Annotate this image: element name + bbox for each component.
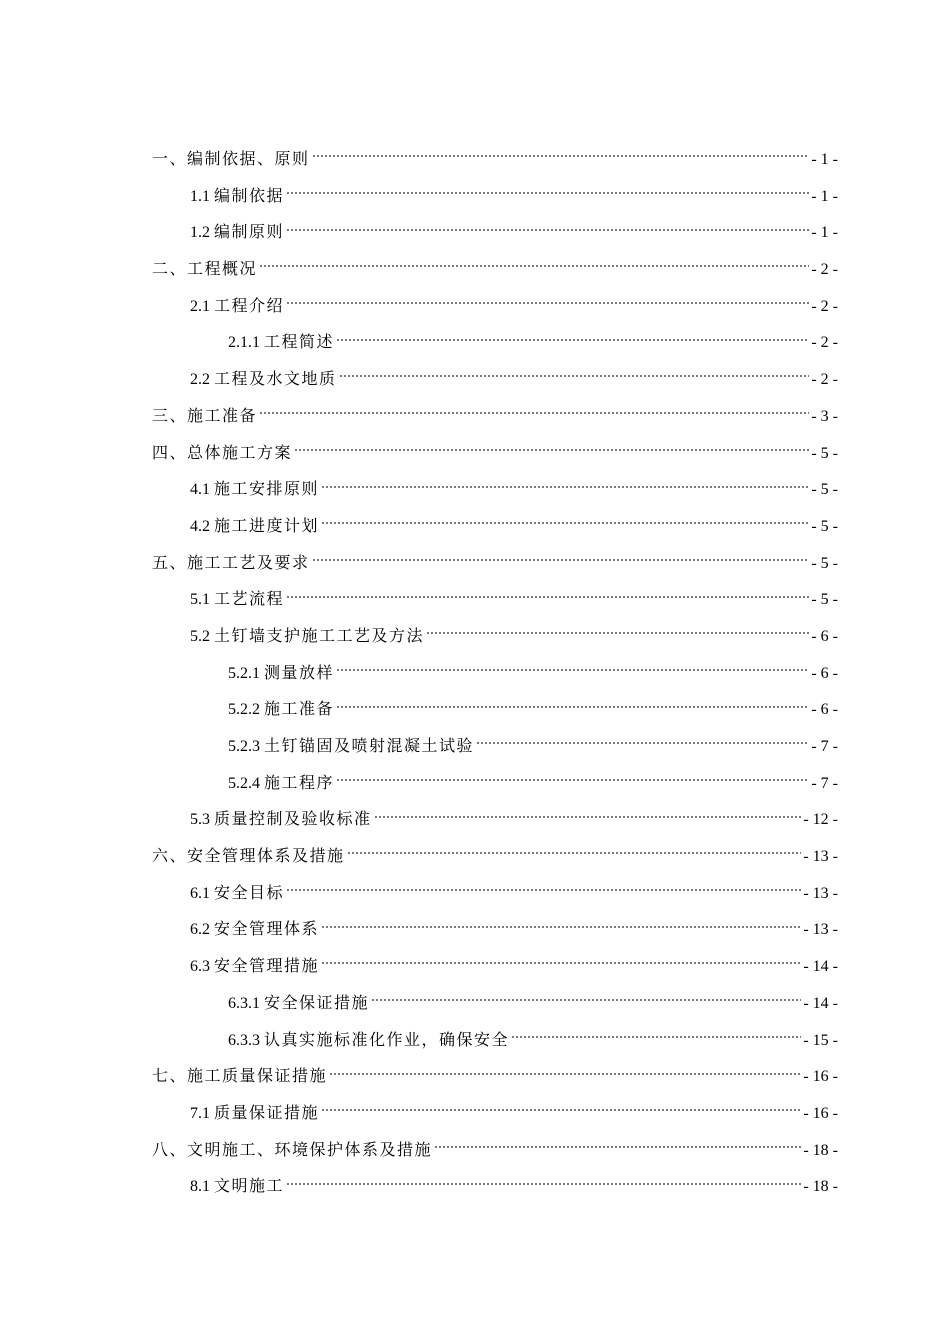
toc-entry-number: 1.1 bbox=[190, 187, 210, 205]
toc-entry-number: 2.2 bbox=[190, 371, 210, 389]
toc-entry-page: - 12 - bbox=[803, 811, 838, 829]
toc-entry-text: 工程介绍 bbox=[214, 295, 285, 315]
toc-entry[interactable] bbox=[152, 1168, 838, 1205]
dot-leader bbox=[336, 706, 809, 708]
toc-entry-text: 一、编制依据、原则 bbox=[152, 149, 310, 168]
toc-entry-page: - 14 - bbox=[803, 958, 838, 976]
toc-entry[interactable] bbox=[152, 1058, 838, 1095]
toc-entry-page: - 7 - bbox=[811, 774, 838, 792]
toc-entry-page: - 6 - bbox=[811, 701, 838, 719]
dot-leader bbox=[321, 962, 801, 964]
toc-entry-text: 五、施工工艺及要求 bbox=[152, 552, 310, 572]
toc-entry-title bbox=[190, 801, 372, 839]
toc-entry-title bbox=[152, 838, 345, 875]
toc-entry-text: 土钉锚固及喷射混凝土试验 bbox=[264, 736, 475, 755]
toc-entry-text: 七、施工质量保证措施 bbox=[152, 1066, 328, 1086]
toc-entry-page: - 16 - bbox=[803, 1104, 838, 1122]
toc-entry-text: 二、工程概况 bbox=[152, 259, 258, 279]
toc-entry[interactable] bbox=[152, 141, 838, 178]
toc-entry-page: - 5 - bbox=[811, 517, 838, 535]
toc-entry[interactable] bbox=[152, 728, 838, 765]
toc-entry-number: 6.3 bbox=[190, 958, 210, 976]
toc-entry[interactable] bbox=[152, 178, 838, 215]
dot-leader bbox=[286, 229, 809, 231]
toc-entry[interactable] bbox=[152, 508, 838, 545]
toc-entry-page: - 3 - bbox=[811, 407, 838, 425]
dot-leader bbox=[434, 1146, 801, 1148]
toc-entry-title bbox=[152, 141, 310, 178]
toc-entry-text: 安全目标 bbox=[214, 882, 285, 902]
toc-entry-page: - 6 - bbox=[811, 664, 838, 682]
toc-entry[interactable] bbox=[152, 398, 838, 435]
dot-leader bbox=[347, 852, 802, 854]
toc-entry[interactable] bbox=[152, 435, 838, 472]
toc-entry-title bbox=[152, 1132, 432, 1169]
toc-entry-page: - 14 - bbox=[803, 994, 838, 1012]
toc-entry[interactable] bbox=[152, 911, 838, 948]
toc-entry-text: 工艺流程 bbox=[214, 589, 285, 609]
toc-entry-title bbox=[152, 398, 257, 435]
toc-entry-number: 1.2 bbox=[190, 224, 210, 242]
dot-leader bbox=[286, 889, 801, 891]
toc-entry-text: 施工准备 bbox=[264, 699, 335, 719]
toc-entry-number: 6.1 bbox=[190, 884, 210, 902]
toc-entry-title bbox=[190, 875, 284, 913]
dot-leader bbox=[286, 1183, 801, 1185]
dot-leader bbox=[374, 816, 802, 818]
toc-entry-page: - 13 - bbox=[803, 921, 838, 939]
toc-entry-text: 安全管理措施 bbox=[214, 956, 320, 976]
toc-entry[interactable] bbox=[152, 288, 838, 325]
toc-entry-number: 6.3.1 bbox=[228, 994, 260, 1012]
toc-entry-number: 5.2.1 bbox=[228, 664, 260, 682]
toc-entry-text: 认真实施标准化作业，确保安全 bbox=[264, 1029, 510, 1049]
toc-entry-text: 工程简述 bbox=[264, 332, 335, 352]
dot-leader bbox=[339, 375, 810, 377]
toc-entry-title bbox=[228, 985, 369, 1023]
toc-entry-page: - 2 - bbox=[811, 334, 838, 352]
dot-leader bbox=[321, 1109, 801, 1111]
toc-entry-page: - 15 - bbox=[803, 1031, 838, 1049]
toc-entry-page: - 5 - bbox=[811, 591, 838, 609]
toc-entry-title bbox=[228, 324, 334, 362]
toc-entry-title bbox=[190, 1168, 284, 1206]
toc-entry[interactable] bbox=[152, 545, 838, 582]
toc-entry[interactable] bbox=[152, 1022, 838, 1059]
toc-entry-page: - 2 - bbox=[811, 297, 838, 315]
toc-entry-number: 8.1 bbox=[190, 1178, 210, 1196]
toc-entry-page: - 18 - bbox=[803, 1178, 838, 1196]
toc-entry-number: 5.2.4 bbox=[228, 774, 260, 792]
toc-entry-number: 5.2 bbox=[190, 627, 210, 645]
toc-entry-page: - 13 - bbox=[803, 884, 838, 902]
dot-leader bbox=[371, 999, 801, 1001]
toc-entry-text: 三、施工准备 bbox=[152, 405, 258, 425]
toc-entry-text: 施工程序 bbox=[264, 772, 335, 792]
dot-leader bbox=[312, 155, 810, 157]
toc-entry-text: 安全管理体系 bbox=[214, 919, 320, 939]
toc-entry-text: 文明施工 bbox=[214, 1176, 285, 1196]
dot-leader bbox=[426, 632, 809, 634]
toc-entry-title bbox=[190, 288, 284, 326]
toc-entry-title bbox=[228, 691, 334, 729]
toc-entry-text: 编制依据 bbox=[214, 185, 285, 205]
toc-entry[interactable] bbox=[152, 1132, 838, 1169]
toc-entry-page: - 5 - bbox=[811, 481, 838, 499]
toc-entry-number: 4.1 bbox=[190, 481, 210, 499]
toc-entry-page: - 1 - bbox=[811, 151, 838, 168]
toc-entry-title bbox=[228, 655, 334, 693]
toc-entry-page: - 16 - bbox=[803, 1068, 838, 1086]
toc-entry-page: - 7 - bbox=[811, 738, 838, 755]
dot-leader bbox=[476, 742, 809, 744]
toc-entry-text: 工程及水文地质 bbox=[214, 369, 337, 389]
toc-entry-text: 土钉墙支护施工工艺及方法 bbox=[214, 625, 425, 645]
toc-entry-text: 八、文明施工、环境保护体系及措施 bbox=[152, 1139, 433, 1159]
toc-entry-page: - 13 - bbox=[803, 848, 838, 866]
dot-leader bbox=[294, 449, 809, 451]
toc-entry-page: - 5 - bbox=[811, 444, 838, 462]
dot-leader bbox=[286, 192, 809, 194]
dot-leader bbox=[286, 302, 809, 304]
toc-entry-text: 测量放样 bbox=[264, 662, 335, 682]
toc-entry-title bbox=[190, 911, 319, 949]
toc-entry-page: - 5 - bbox=[811, 554, 838, 572]
toc-entry-title bbox=[190, 948, 319, 986]
toc-entry[interactable] bbox=[152, 875, 838, 912]
toc-entry-number: 6.3.3 bbox=[228, 1031, 260, 1049]
toc-entry-number: 6.2 bbox=[190, 921, 210, 939]
dot-leader bbox=[321, 926, 801, 928]
toc-entry-number: 7.1 bbox=[190, 1104, 210, 1122]
toc-entry-title bbox=[190, 1095, 319, 1133]
toc-entry[interactable] bbox=[152, 324, 838, 361]
toc-entry[interactable] bbox=[152, 985, 838, 1022]
toc-entry[interactable] bbox=[152, 618, 838, 655]
dot-leader bbox=[259, 265, 809, 267]
toc-entry-title bbox=[190, 581, 284, 619]
dot-leader bbox=[321, 486, 809, 488]
toc-entry-text: 四、总体施工方案 bbox=[152, 442, 293, 462]
toc-entry[interactable] bbox=[152, 1095, 838, 1132]
toc-entry[interactable] bbox=[152, 581, 838, 618]
toc-entry-title bbox=[228, 1022, 509, 1060]
toc-entry-page: - 2 - bbox=[811, 261, 838, 279]
toc-entry-title bbox=[190, 361, 337, 399]
toc-entry[interactable] bbox=[152, 948, 838, 985]
toc-entry[interactable] bbox=[152, 251, 838, 288]
toc-entry[interactable] bbox=[152, 214, 838, 251]
toc-entry[interactable] bbox=[152, 655, 838, 692]
toc-entry-text: 施工进度计划 bbox=[214, 515, 320, 535]
toc-entry-page: - 1 - bbox=[811, 224, 838, 242]
toc-entry-text: 安全保证措施 bbox=[264, 992, 370, 1012]
toc-entry[interactable] bbox=[152, 691, 838, 728]
toc-entry[interactable] bbox=[152, 361, 838, 398]
toc-entry-title bbox=[152, 1058, 327, 1095]
toc-entry-title bbox=[228, 728, 474, 766]
dot-leader bbox=[259, 412, 809, 414]
toc-entry-title bbox=[190, 508, 319, 546]
dot-leader bbox=[329, 1073, 801, 1075]
toc-entry[interactable] bbox=[152, 838, 838, 875]
toc-entry[interactable] bbox=[152, 471, 838, 508]
toc-entry-number: 2.1 bbox=[190, 297, 210, 315]
toc-entry-title bbox=[190, 618, 424, 656]
toc-entry-number: 5.2.3 bbox=[228, 738, 260, 755]
dot-leader bbox=[321, 522, 809, 524]
toc-entry-number: 4.2 bbox=[190, 517, 210, 535]
toc-entry-title bbox=[190, 178, 284, 216]
toc-entry-page: - 1 - bbox=[811, 187, 838, 205]
toc-entry-page: - 6 - bbox=[811, 627, 838, 645]
toc-entry-page: - 2 - bbox=[811, 371, 838, 389]
toc-entry-title bbox=[152, 251, 257, 288]
toc-entry-text: 六、安全管理体系及措施 bbox=[152, 846, 345, 866]
toc-entry[interactable] bbox=[152, 765, 838, 802]
toc-entry-number: 2.1.1 bbox=[228, 334, 260, 352]
toc-entry[interactable] bbox=[152, 801, 838, 838]
toc-entry-title bbox=[190, 471, 319, 509]
toc-entry-text: 质量保证措施 bbox=[214, 1102, 320, 1122]
toc-entry-number: 5.1 bbox=[190, 591, 210, 609]
dot-leader bbox=[312, 559, 810, 561]
dot-leader bbox=[336, 669, 809, 671]
dot-leader bbox=[286, 596, 809, 598]
dot-leader bbox=[511, 1036, 801, 1038]
toc-entry-title bbox=[190, 214, 284, 252]
table-of-contents bbox=[152, 141, 838, 1205]
toc-entry-text: 编制原则 bbox=[214, 222, 285, 242]
toc-entry-page: - 18 - bbox=[803, 1141, 838, 1159]
toc-entry-number: 5.2.2 bbox=[228, 701, 260, 719]
toc-entry-number: 5.3 bbox=[190, 811, 210, 829]
dot-leader bbox=[336, 339, 809, 341]
toc-entry-title bbox=[152, 435, 292, 472]
toc-entry-text: 施工安排原则 bbox=[214, 479, 320, 499]
toc-entry-text: 质量控制及验收标准 bbox=[214, 809, 372, 829]
dot-leader bbox=[336, 779, 809, 781]
toc-entry-title bbox=[228, 765, 334, 803]
toc-entry-title bbox=[152, 545, 310, 582]
